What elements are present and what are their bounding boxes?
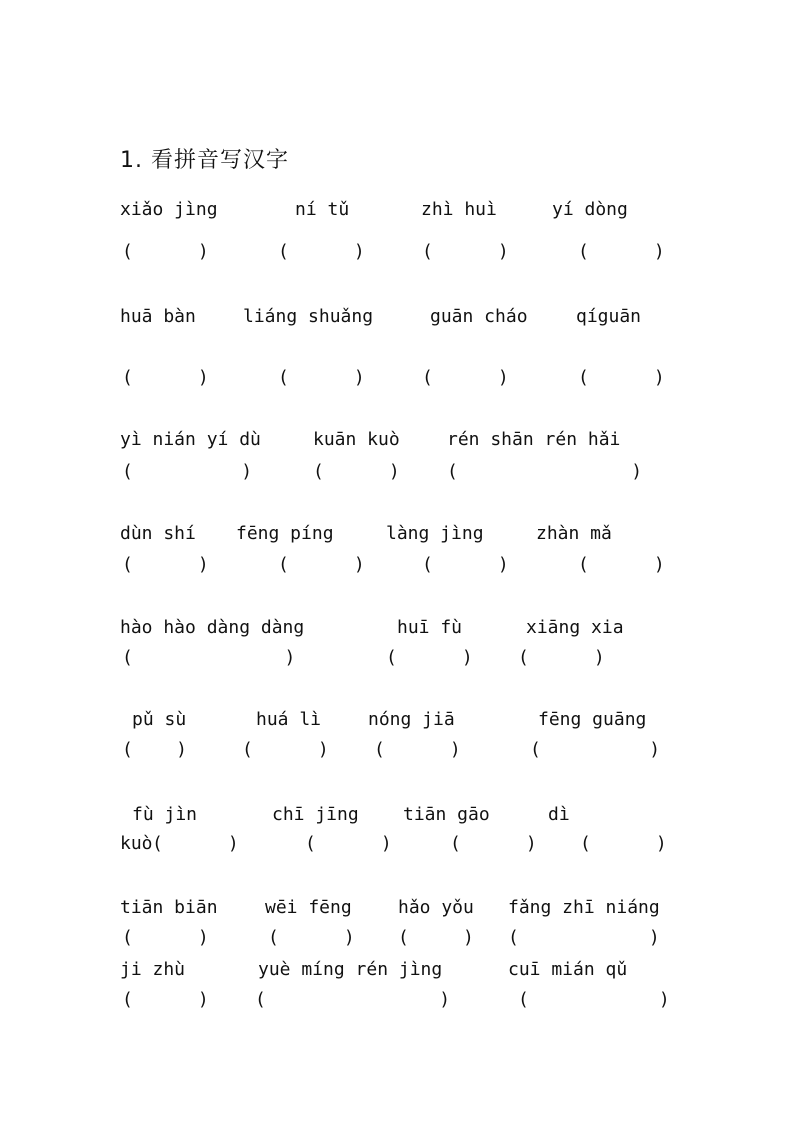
pinyin-item: ní tǔ [295,199,350,220]
pinyin-item: pǔ sù [132,709,187,730]
pinyin-item: liáng shuǎng [243,306,374,327]
answer-bracket: ( ) [122,927,209,948]
pinyin-item: kuān kuò [313,429,400,450]
answer-bracket: ( ) [305,833,392,854]
answer-bracket: ( ) [122,647,296,668]
answer-bracket: ( ) [386,647,473,668]
pinyin-item: yuè míng rén jìng [258,959,443,980]
pinyin-item: huī fù [397,617,463,638]
answer-bracket: ( ) [122,739,188,760]
answer-bracket: ( ) [578,241,665,262]
pinyin-item: hào hào dàng dàng [120,617,305,638]
answer-bracket: ( ) [450,833,537,854]
pinyin-item: hǎo yǒu [398,897,474,918]
answer-bracket: ( ) [122,241,209,262]
pinyin-item: xiāng xia [526,617,624,638]
answer-bracket: ( ) [278,367,365,388]
pinyin-item: wēi fēng [265,897,352,918]
pinyin-item: cuī mián qǔ [508,959,628,980]
pinyin-item: tiān gāo [403,804,490,825]
answer-bracket: ( ) [422,554,509,575]
pinyin-item: guān cháo [430,306,528,327]
pinyin-item: xiǎo jìng [120,199,218,220]
pinyin-item: fēng píng [236,523,334,544]
answer-bracket: ( ) [422,241,509,262]
answer-bracket: ( ) [278,241,365,262]
pinyin-item: nóng jiā [368,709,455,730]
answer-bracket: ( ) [518,989,670,1010]
pinyin-item: dùn shí [120,523,196,544]
pinyin-item: dì [548,804,570,825]
pinyin-item: yí dòng [552,199,628,220]
answer-bracket: ( ) [152,833,239,854]
answer-bracket: ( ) [122,989,209,1010]
answer-bracket: ( ) [447,461,643,482]
pinyin-item: tiān biān [120,897,218,918]
answer-bracket: ( ) [578,554,665,575]
answer-bracket: ( ) [530,739,661,760]
pinyin-item: fù jìn [132,804,198,825]
pinyin-item: rén shān rén hǎi [447,429,621,450]
pinyin-item: kuò [120,833,153,854]
pinyin-item: ji zhù [120,959,186,980]
answer-bracket: ( ) [122,367,209,388]
answer-bracket: ( ) [122,461,253,482]
answer-bracket: ( ) [578,367,665,388]
pinyin-item: huā bàn [120,306,196,327]
answer-bracket: ( ) [313,461,400,482]
pinyin-item: qíguān [576,306,642,327]
answer-bracket: ( ) [122,554,209,575]
answer-bracket: ( ) [518,647,605,668]
pinyin-item: zhì huì [421,199,497,220]
exercise-title: 1. 看拼音写汉字 [120,148,289,173]
answer-bracket: ( ) [255,989,451,1010]
pinyin-item: yì nián yí dù [120,429,261,450]
answer-bracket: ( ) [242,739,329,760]
answer-bracket: ( ) [580,833,667,854]
pinyin-item: huá lì [256,709,322,730]
pinyin-item: làng jìng [386,523,484,544]
answer-bracket: ( ) [422,367,509,388]
answer-bracket: ( ) [374,739,461,760]
answer-bracket: ( ) [268,927,355,948]
pinyin-item: chī jīng [272,804,359,825]
pinyin-item: zhàn mǎ [536,523,612,544]
pinyin-item: fǎng zhī niáng [508,897,660,918]
answer-bracket: ( ) [398,927,474,948]
answer-bracket: ( ) [278,554,365,575]
pinyin-item: fēng guāng [538,709,647,730]
answer-bracket: ( ) [508,927,660,948]
